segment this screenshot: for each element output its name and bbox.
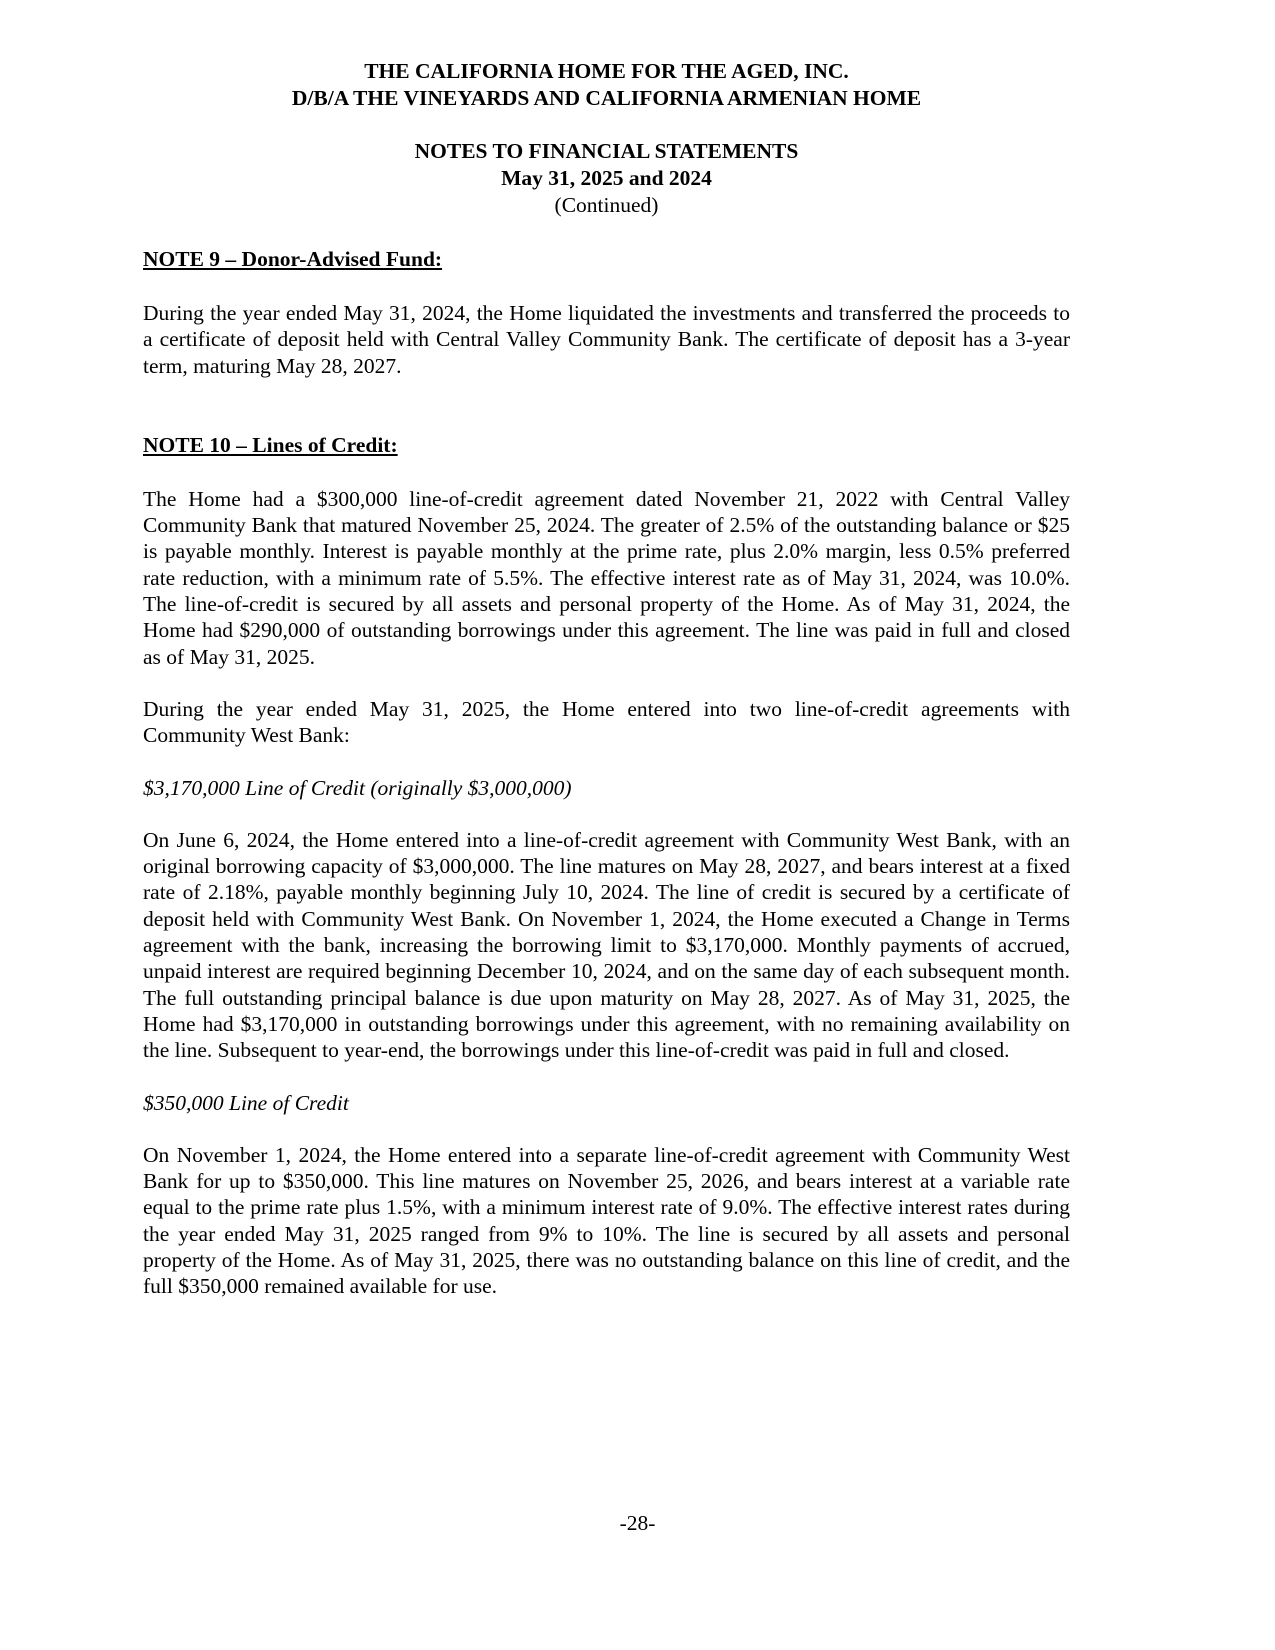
- line-of-credit-350000-heading: $350,000 Line of Credit: [143, 1090, 349, 1115]
- statement-dates: May 31, 2025 and 2024: [501, 166, 712, 190]
- document-header: [143, 58, 1070, 112]
- line-of-credit-350000-paragraph: On November 1, 2024, the Home entered into a separate line-of-credit agreement with Community West Bank for up to $350,000. This line matures on November 25, 2026, and bears interest at a variable rate equal to the prime rate plus 1.5%, with a minimum interest rate of 9.0%. The effective interest rates during the year ended May 31, 2025 ranged from 9% to 10%. The line is secured by all assets and personal property of the Home. As of May 31, 2025, there was no outstanding balance on this line of credit, and the full $350,000 remained available for use.: [143, 1142, 1070, 1299]
- document-subheader: [143, 138, 1070, 219]
- organization-name: THE CALIFORNIA HOME FOR THE AGED, INC.: [364, 59, 849, 83]
- line-of-credit-3170000-heading: $3,170,000 Line of Credit (originally $3,000,000): [143, 775, 572, 800]
- line-of-credit-3170000-paragraph: On June 6, 2024, the Home entered into a line-of-credit agreement with Community West Bank, with an original borrowing capacity of $3,000,000. The line matures on May 28, 2027, and bears interest at a fixed rate of 2.18%, payable monthly beginning July 10, 2024. The line of credit is secured by a certificate of deposit held with Community West Bank. On November 1, 2024, the Home executed a Change in Terms agreement with the bank, increasing the borrowing limit to $3,170,000. Monthly payments of accrued, unpaid interest are required beginning December 10, 2024, and on the same day of each subsequent month. The full outstanding principal balance is due upon maturity on May 28, 2027. As of May 31, 2025, the Home had $3,170,000 in outstanding borrowings under this agreement, with no remaining availability on the line. Subsequent to year-end, the borrowings under this line-of-credit was paid in full and closed.: [143, 827, 1070, 1063]
- organization-dba: D/B/A THE VINEYARDS AND CALIFORNIA ARMENIAN HOME: [291, 86, 922, 110]
- note-10-title: NOTE 10 – Lines of Credit:: [143, 432, 398, 457]
- note-9-paragraph: During the year ended May 31, 2024, the Home liquidated the investments and transferred the proceeds to a certificate of deposit held with Central Valley Community Bank. The certificate of deposit has a 3-year term, maturing May 28, 2027.: [143, 301, 1070, 378]
- document-page: [143, 58, 1070, 1300]
- continued-label: (Continued): [554, 193, 659, 217]
- note-10-paragraph-2: During the year ended May 31, 2025, the Home entered into two line-of-credit agreements with Community West Bank:: [143, 696, 1070, 748]
- page-number: -28-: [619, 1511, 656, 1535]
- note-9-title: NOTE 9 – Donor-Advised Fund:: [143, 247, 443, 271]
- note-9-section: [143, 246, 1070, 379]
- note-10-paragraph-1: The Home had a $300,000 line-of-credit agreement dated November 21, 2022 with Central Valley Community Bank that matured November 25, 2024. The greater of 2.5% of the outstanding balance or $25 is payable monthly. Interest is payable monthly at the prime rate, plus 2.0% margin, less 0.5% preferred rate reduction, with a minimum rate of 5.5%. The effective interest rate as of May 31, 2024, was 10.0%. The line-of-credit is secured by all assets and personal property of the Home. As of May 31, 2024, the Home had $290,000 of outstanding borrowings under this agreement. The line was paid in full and closed as of May 31, 2025.: [143, 486, 1070, 669]
- note-10-section: [143, 432, 1070, 1300]
- page-title: NOTES TO FINANCIAL STATEMENTS: [414, 139, 799, 163]
